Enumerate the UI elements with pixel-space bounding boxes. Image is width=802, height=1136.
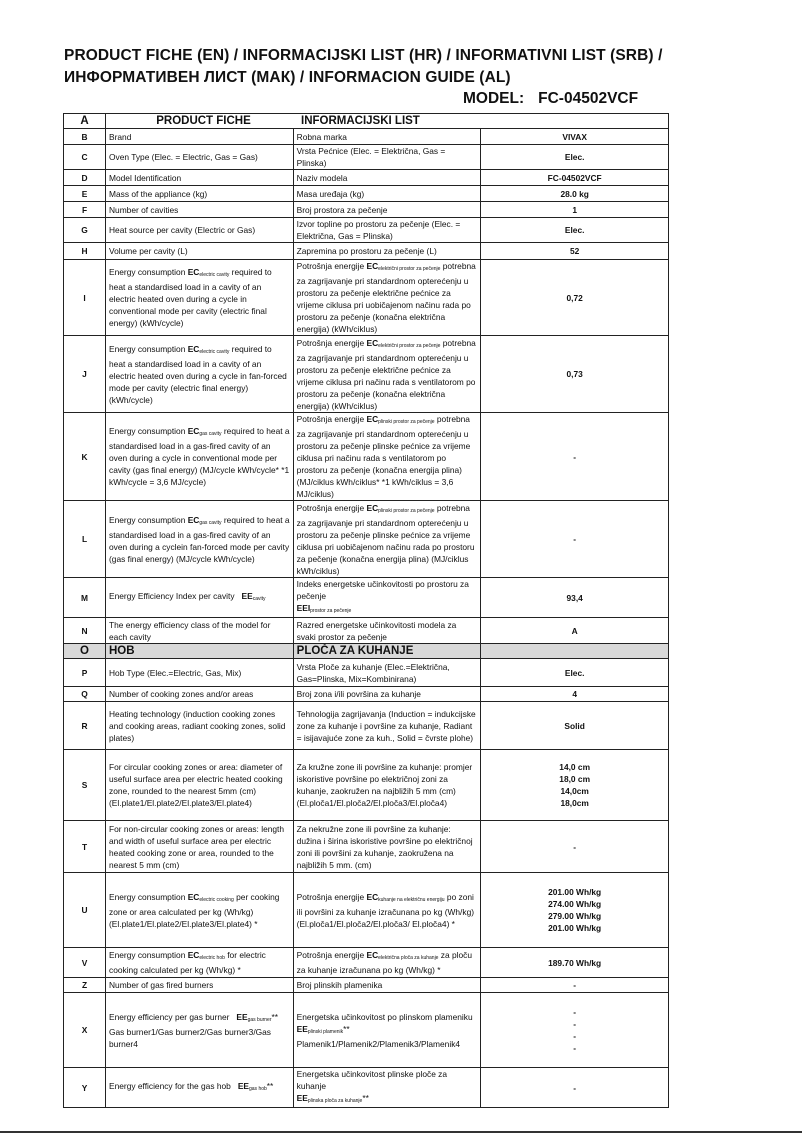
burner-efficiency-4: - xyxy=(573,1043,577,1053)
ec-symbol: EC xyxy=(366,950,379,960)
section-empty xyxy=(481,644,669,659)
row-en-text xyxy=(106,501,294,578)
row-key: P xyxy=(64,659,106,687)
row-key: E xyxy=(64,186,106,202)
ee-symbol: EE xyxy=(296,1023,308,1034)
row-en-text: For non-circular cooking zones or areas: length and width of useful surface area per electric heated cooking zone or area, rounded to the nearest 5 mm (cm) xyxy=(106,821,294,873)
row-key: V xyxy=(64,948,106,978)
ee-subscript: gas hob xyxy=(249,1086,267,1092)
row-key: H xyxy=(64,243,106,260)
zone-energy-3: 279.00 Wh/kg xyxy=(548,911,602,921)
section-title-en: HOB xyxy=(106,644,294,659)
table-row-K xyxy=(64,413,669,501)
row-hr-text xyxy=(293,336,481,413)
ec-symbol: EC xyxy=(187,950,200,960)
row-hr-text: Za kružne zone ili površine za kuhanje: promjer iskoristive površine po električnoj zoni za kuhanje, zaokružen na najbližih 5 mm (cm) (El.ploča1/El.ploča2/El.ploča3/El.ploča4) xyxy=(293,750,481,821)
row-key: J xyxy=(64,336,106,413)
row-key: B xyxy=(64,129,106,145)
row-hr-text xyxy=(293,413,481,501)
ec-subscript: electric hob xyxy=(199,955,225,961)
ec-subscript: plinski prostor za pečenje xyxy=(378,507,435,514)
row-hr-text: Zapremina po prostoru za pečenje (L) xyxy=(293,243,481,260)
fiche-header-hr: INFORMACIJSKI LIST xyxy=(301,115,420,127)
row-key: Q xyxy=(64,687,106,702)
ee-subscript: plinska ploča za kuhanje xyxy=(307,1098,363,1104)
row-en-text xyxy=(106,948,294,978)
row-hr-text xyxy=(293,260,481,336)
page-bottom-rule xyxy=(0,1131,802,1133)
ec-subscript: kuhanje na električnu energiju xyxy=(378,896,445,903)
row-hr-text xyxy=(293,873,481,948)
ee-subscript: cavity xyxy=(252,596,266,602)
row-value: - xyxy=(481,413,669,501)
row-key: G xyxy=(64,218,106,243)
table-row-Q xyxy=(64,687,669,702)
row-key: C xyxy=(64,145,106,170)
row-key: Z xyxy=(64,978,106,993)
table-row-N xyxy=(64,618,669,644)
en-text-post: for electric cooking calculated per kg (Wh/kg) * xyxy=(109,950,266,975)
row-en-text xyxy=(106,336,294,413)
row-key: X xyxy=(64,993,106,1068)
ec-symbol: EC xyxy=(366,261,379,271)
row-value: - xyxy=(481,1068,669,1108)
model-value: FC-04502VCF xyxy=(538,90,639,107)
row-key: D xyxy=(64,170,106,186)
title-line-2: ИНФОРМАТИВЕН ЛИСТ (МАК) / INFORMACION GUIDE (AL) xyxy=(64,69,511,86)
en-text-post: required to heat a standardised load in a cavity of an electric heated oven during a cycle in fan-forced mode per cavity (electric final energy) (kWh/cycle) xyxy=(109,343,287,405)
hr-text-pre: Potrošnja energije xyxy=(296,891,367,902)
row-hr-text: Izvor topline po prostoru za pečenje (Elec. = Električna, Gas = Plinska) xyxy=(293,218,481,243)
section-title-hr: PLOČA ZA KUHANJE xyxy=(293,644,481,659)
ec-symbol: EC xyxy=(366,414,379,424)
ee-subscript: plinski plamenik xyxy=(307,1028,344,1035)
row-hr-text: Vrsta Pećnice (Elec. = Električna, Gas = Plinska) xyxy=(293,145,481,170)
zone-diameter-3: 14,0cm xyxy=(560,786,589,796)
ec-symbol: EC xyxy=(187,267,200,277)
table-row-X xyxy=(64,993,669,1068)
row-value: 52 xyxy=(481,243,669,260)
model-label: MODEL: xyxy=(463,90,525,107)
table-row-D xyxy=(64,170,669,186)
zone-energy-4: 201.00 Wh/kg xyxy=(548,923,602,933)
footnote-mark: ** xyxy=(362,1093,369,1103)
en-text-post: required to heat a standardised load in a gas-fired cavity of an oven during a cycle in conventional mode per cavity (gas final energy) (MJ/cycle kWh/cycle* *1 kWh/cycle = 3,6 MJ/cycle) xyxy=(109,426,290,487)
row-value: 0,72 xyxy=(481,260,669,336)
ec-subscript: električna ploča za kuhanje xyxy=(378,955,439,961)
row-en-text: Model Identification xyxy=(106,170,294,186)
document-title xyxy=(64,45,764,89)
row-key: N xyxy=(64,618,106,644)
en-text-pre: Energy consumption xyxy=(109,267,188,277)
title-line-1: PRODUCT FICHE (EN) / INFORMACIJSKI LIST (HR) / INFORMATIVNI LIST (SRB) / xyxy=(64,47,663,64)
table-row-C xyxy=(64,145,669,170)
table-row-V xyxy=(64,948,669,978)
ec-subscript: electric cavity xyxy=(199,272,230,278)
ec-symbol: EC xyxy=(187,514,200,525)
row-en-text xyxy=(106,260,294,336)
table-row-M xyxy=(64,578,669,618)
en-text-pre: Energy consumption xyxy=(109,343,188,354)
table-row-J xyxy=(64,336,669,413)
row-hr-text: Robna marka xyxy=(293,129,481,145)
burner-efficiency-3: - xyxy=(573,1031,577,1041)
row-key: A xyxy=(64,114,106,129)
hr-text-pre: Potrošnja energije xyxy=(296,414,367,424)
hr-text-post: potrebna za zagrijavanje pri standardnom opterećenju u prostoru za pečenje plinske pećnice za vrijeme ciklusa pri uobičajenom načinu rada po prostoru za pečenje (konačna energija plina) (MJ/ciklus kWh/ciklus) xyxy=(296,502,475,576)
model-heading xyxy=(463,90,638,108)
row-en-text xyxy=(106,993,294,1068)
row-en-text: Heating technology (induction cooking zones and cooking areas, radiant cooking zones, solid plates) xyxy=(106,702,294,750)
ee-symbol: EE xyxy=(237,1081,249,1091)
fiche-header-en: PRODUCT FICHE xyxy=(156,115,251,127)
table-row-L xyxy=(64,501,669,578)
ee-symbol: EE xyxy=(296,1093,308,1103)
row-value: - xyxy=(481,501,669,578)
table-row-S xyxy=(64,750,669,821)
table-row-E xyxy=(64,186,669,202)
table-row-H xyxy=(64,243,669,260)
footnote-mark: ** xyxy=(266,1081,274,1091)
row-key: O xyxy=(64,644,106,659)
row-en-text: Number of cooking zones and/or areas xyxy=(106,687,294,702)
row-value: - xyxy=(481,978,669,993)
zone-diameter-2: 18,0 cm xyxy=(559,774,591,784)
ee-subscript: prostor za pečenje xyxy=(310,608,352,614)
table-row-B xyxy=(64,129,669,145)
table-row-G xyxy=(64,218,669,243)
en-text-post: Gas burner1/Gas burner2/Gas burner3/Gas burner4 xyxy=(109,1026,271,1049)
table-row-R xyxy=(64,702,669,750)
row-value: 93,4 xyxy=(481,578,669,618)
row-key: Y xyxy=(64,1068,106,1108)
product-fiche-table xyxy=(63,113,669,1108)
ee-symbol: EE xyxy=(236,1011,248,1022)
hr-text-post: potrebna za zagrijavanje pri standardnom opterećenju u prostoru za pečenje električne pećnice za vrijeme ciklusa pri načinu rada s ventilatorom po prostoru za pečenje (konačna električna energija) (kWh/ciklus) xyxy=(296,337,476,411)
ec-subscript: električni prostor za pečenje xyxy=(378,342,441,349)
row-value: FC-04502VCF xyxy=(481,170,669,186)
hr-text: Energetska učinkovitost po plinskom plameniku xyxy=(296,1011,473,1022)
en-text-pre: Energy consumption xyxy=(109,514,188,525)
ec-subscript: plinski prostor za pečenje xyxy=(378,419,435,425)
en-text-pre: Energy consumption xyxy=(109,891,188,902)
row-value: Solid xyxy=(481,702,669,750)
row-key: L xyxy=(64,501,106,578)
row-en-text: Hob Type (Elec.=Electric, Gas, Mix) xyxy=(106,659,294,687)
row-hr-text: Tehnologija zagrijavanja (Induction = indukcijske zone za kuhanje i površine za kuhanje, Radiant = isijavajuće zone za kuh., Solid = čvrste plohe) xyxy=(293,702,481,750)
fiche-header-cell xyxy=(106,114,669,129)
table-row-A xyxy=(64,114,669,129)
row-value: 189.70 Wh/kg xyxy=(481,948,669,978)
footnote-mark: ** xyxy=(343,1023,350,1034)
row-hr-text: Za nekružne zone ili površine za kuhanje: dužina i širina iskoristive površine po električnoj zoni ili površini za kuhanje, zaokružena na najbližih 5 mm. (cm) xyxy=(293,821,481,873)
row-value: - xyxy=(481,821,669,873)
footnote-mark: ** xyxy=(271,1011,279,1022)
table-row-F xyxy=(64,202,669,218)
ee-symbol: EEI xyxy=(296,603,311,613)
row-hr-text xyxy=(293,501,481,578)
table-row-I xyxy=(64,260,669,336)
row-hr-text: Razred energetske učinkovitosti modela za svaki prostor za pečenje xyxy=(293,618,481,644)
row-en-text: Oven Type (Elec. = Electric, Gas = Gas) xyxy=(106,145,294,170)
row-value-list xyxy=(481,873,669,948)
hr-text-pre: Potrošnja energije xyxy=(296,261,367,271)
hr-text: Indeks energetske učinkovitosti po prostoru za pečenje xyxy=(296,579,469,601)
en-text-post: required to heat a standardised load in a cavity of an electric heated oven during a cycle in conventional mode per cavity (electric final energy) (kWh/cycle) xyxy=(109,267,272,328)
row-value: Elec. xyxy=(481,659,669,687)
row-hr-text: Broj plinskih plamenika xyxy=(293,978,481,993)
row-hr-text: Broj prostora za pečenje xyxy=(293,202,481,218)
row-key: K xyxy=(64,413,106,501)
hr-text-post: za ploču za kuhanje izračunana po kg (Wh/kg) * xyxy=(296,950,472,975)
zone-diameter-4: 18,0cm xyxy=(560,798,589,808)
row-key: S xyxy=(64,750,106,821)
row-value: 0,73 xyxy=(481,336,669,413)
row-en-text xyxy=(106,413,294,501)
burner-efficiency-1: - xyxy=(573,1007,577,1017)
zone-energy-1: 201.00 Wh/kg xyxy=(548,887,602,897)
row-en-text xyxy=(106,578,294,618)
burner-efficiency-2: - xyxy=(573,1019,577,1029)
en-text: Energy efficiency for the gas hob xyxy=(109,1081,231,1091)
row-en-text xyxy=(106,873,294,948)
row-value: VIVAX xyxy=(481,129,669,145)
ec-symbol: EC xyxy=(366,502,379,513)
row-value: A xyxy=(481,618,669,644)
en-text-post: per cooking zone or area calculated per kg (Wh/kg) (El.plate1/El.plate2/El.plate3/El.plate4) * xyxy=(109,891,280,929)
row-value: Elec. xyxy=(481,218,669,243)
table-row-P xyxy=(64,659,669,687)
row-key: R xyxy=(64,702,106,750)
ee-symbol: EE xyxy=(241,591,253,601)
ec-symbol: EC xyxy=(366,337,379,348)
row-value: 4 xyxy=(481,687,669,702)
en-text: Energy efficiency per gas burner xyxy=(109,1011,230,1022)
en-text-post: required to heat a standardised load in a gas-fired cavity of an oven during a cyclein fan-forced mode per cavity (gas final energy) (MJ/cycle kWh/cycle) xyxy=(109,514,290,564)
ec-symbol: EC xyxy=(187,343,200,354)
row-en-text: Volume per cavity (L) xyxy=(106,243,294,260)
hr-text: Energetska učinkovitost plinske ploče za kuhanje xyxy=(296,1069,448,1091)
en-text: Energy Efficiency Index per cavity xyxy=(109,591,235,601)
table-row-O-section xyxy=(64,644,669,659)
row-hr-text: Naziv modela xyxy=(293,170,481,186)
hr-text-post: Plamenik1/Plamenik2/Plamenik3/Plamenik4 xyxy=(296,1038,461,1049)
ec-symbol: EC xyxy=(366,891,379,902)
ec-subscript: električni prostor za pečenje xyxy=(378,266,441,272)
row-key: M xyxy=(64,578,106,618)
row-hr-text: Broj zona i/ili površina za kuhanje xyxy=(293,687,481,702)
en-text-pre: Energy consumption xyxy=(109,426,188,436)
table-row-U xyxy=(64,873,669,948)
ee-subscript: gas burner xyxy=(247,1016,272,1023)
hr-text-pre: Potrošnja energije xyxy=(296,502,367,513)
ec-subscript: gas cavity xyxy=(199,431,222,437)
hr-text-post: potrebna za zagrijavanje pri standardnom opterećenju u prostoru za pečenje plinske pećnice za vrijeme ciklusa pri načinu rada s ventilatorom po prostoru za pečenje (konačna energija plina) (MJ/ciklus kWh/ciklus* *1 kWh/ciklus = 3,6 MJ/ciklus) xyxy=(296,414,471,499)
ec-subscript: electric cavity xyxy=(199,348,230,355)
zone-energy-2: 274.00 Wh/kg xyxy=(548,899,602,909)
zone-diameter-1: 14,0 cm xyxy=(559,762,591,772)
row-en-text: Heat source per cavity (Electric or Gas) xyxy=(106,218,294,243)
hr-text-post: po zoni ili površini za kuhanje izračunana po kg (Wh/kg) (El.ploča1/El.ploča2/El.ploča3/ El.ploča4) * xyxy=(296,891,475,929)
row-key: U xyxy=(64,873,106,948)
row-en-text: For circular cooking zones or area: diameter of useful surface area per electric heated cooking zone, rounded to the nearest 5mm (cm) (El.plate1/El.plate2/El.plate3/El.plate4) xyxy=(106,750,294,821)
ec-symbol: EC xyxy=(187,426,200,436)
table-row-T xyxy=(64,821,669,873)
row-value-list xyxy=(481,993,669,1068)
row-en-text: Number of cavities xyxy=(106,202,294,218)
ec-symbol: EC xyxy=(187,891,200,902)
row-hr-text xyxy=(293,578,481,618)
row-hr-text: Vrsta Ploče za kuhanje (Elec.=Električna, Gas=Plinska, Mix=Kombinirana) xyxy=(293,659,481,687)
row-en-text xyxy=(106,1068,294,1108)
ec-subscript: gas cavity xyxy=(199,519,222,526)
row-hr-text xyxy=(293,993,481,1068)
row-value: Elec. xyxy=(481,145,669,170)
hr-text-pre: Potrošnja energije xyxy=(296,950,367,960)
row-value-list xyxy=(481,750,669,821)
row-hr-text xyxy=(293,948,481,978)
table-row-Y xyxy=(64,1068,669,1108)
row-en-text: Brand xyxy=(106,129,294,145)
row-hr-text xyxy=(293,1068,481,1108)
row-key: I xyxy=(64,260,106,336)
row-key: F xyxy=(64,202,106,218)
row-value: 28.0 kg xyxy=(481,186,669,202)
row-en-text: Number of gas fired burners xyxy=(106,978,294,993)
hr-text-pre: Potrošnja energije xyxy=(296,337,367,348)
row-en-text: The energy efficiency class of the model for each cavity xyxy=(106,618,294,644)
ec-subscript: electric cooking xyxy=(199,896,234,903)
hr-text-post: potrebna za zagrijavanje pri standardnom opterećenju u prostoru za pečenje električne pećnice za vrijeme ciklusa pri uobičajenom načinu rada po prostoru za pečenje (konačna električna energija) (kWh/ciklus) xyxy=(296,261,476,334)
row-en-text: Mass of the appliance (kg) xyxy=(106,186,294,202)
row-key: T xyxy=(64,821,106,873)
row-value: 1 xyxy=(481,202,669,218)
en-text-pre: Energy consumption xyxy=(109,950,188,960)
row-hr-text: Masa uređaja (kg) xyxy=(293,186,481,202)
table-row-Z xyxy=(64,978,669,993)
